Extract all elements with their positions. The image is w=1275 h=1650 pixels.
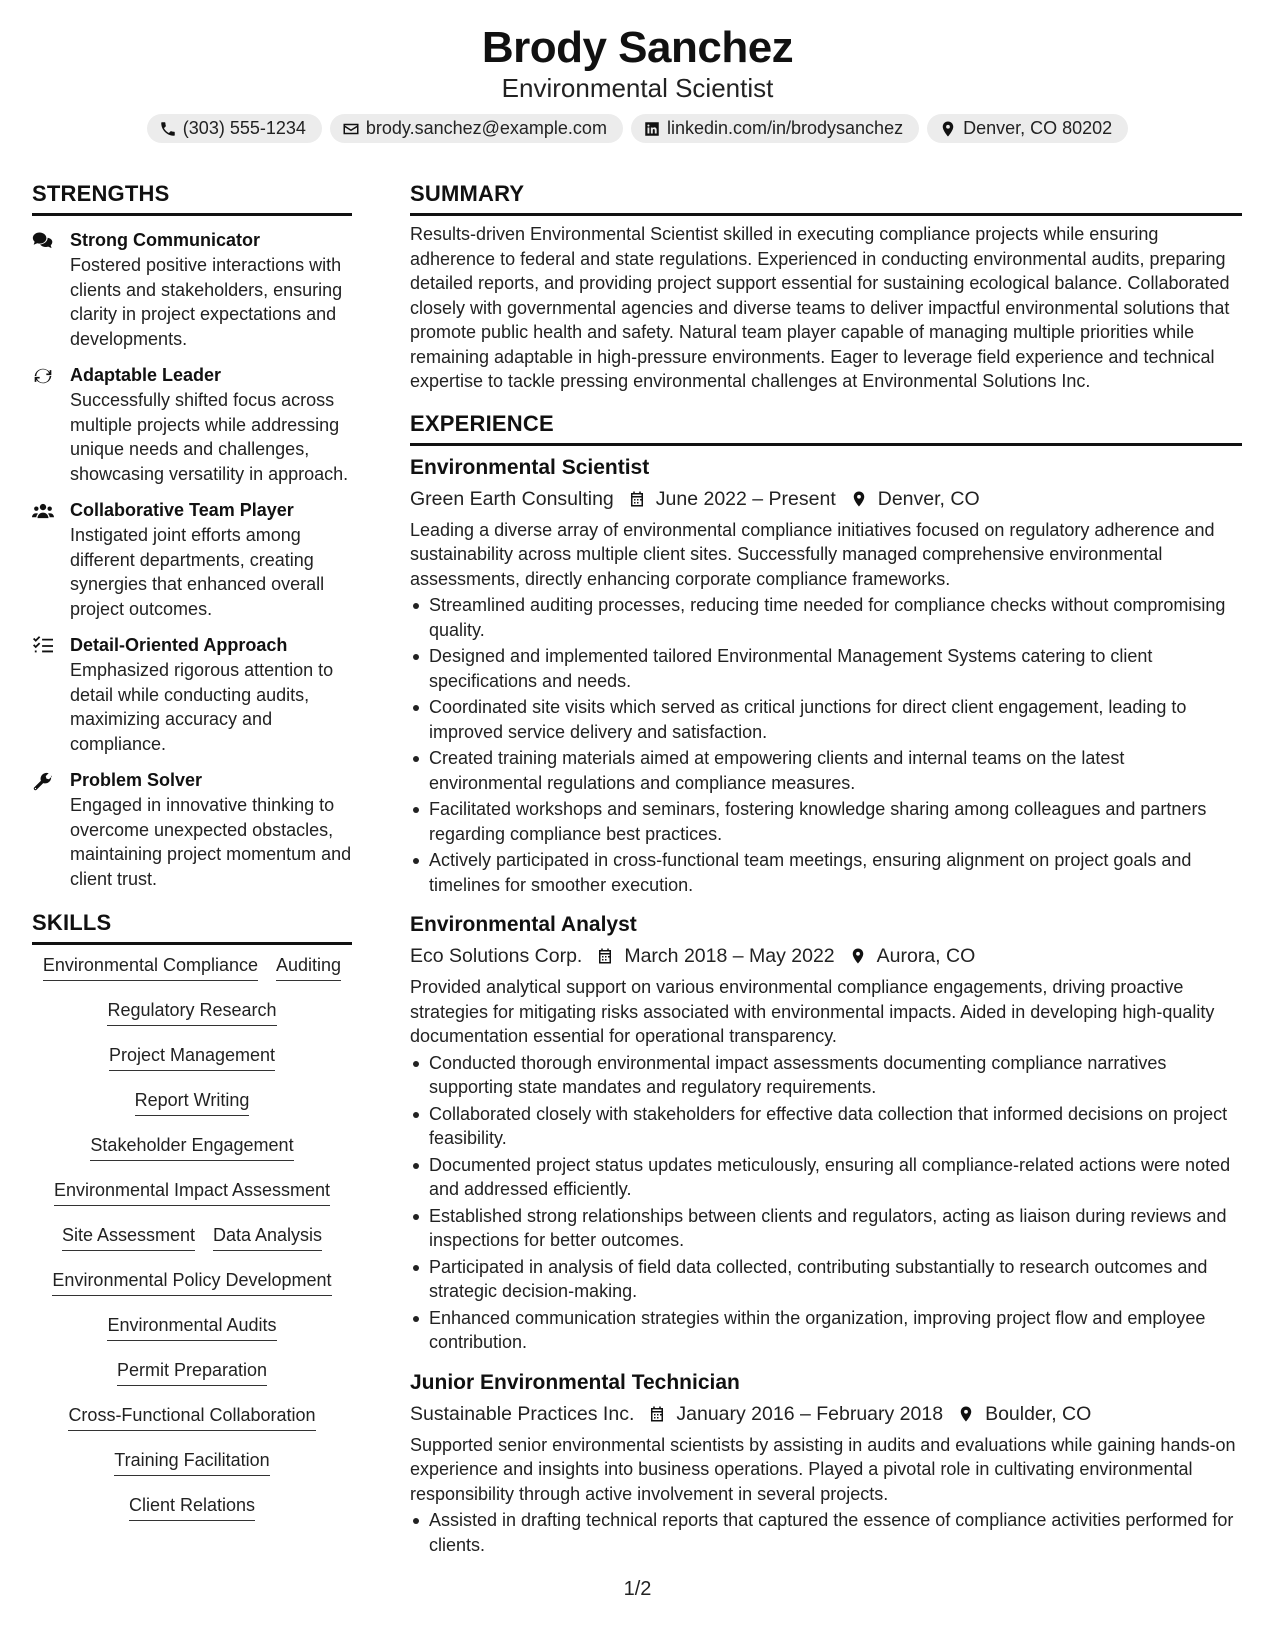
summary-heading: SUMMARY (410, 180, 1242, 216)
job-bullets (410, 1051, 1242, 1355)
job-description: Leading a diverse array of environmental compliance initiatives focused on regulatory adherence and sustainability across multiple client sites. Successfully managed comprehensive environmental assessments, directly enhancing corporate compliance frameworks. (410, 519, 1215, 589)
contact-location (927, 114, 1128, 143)
strength-item (32, 498, 352, 621)
calendar-icon (648, 1404, 666, 1424)
job-entry (410, 1369, 1242, 1558)
summary-section (410, 180, 1242, 394)
candidate-name: Brody Sanchez (481, 23, 794, 72)
bullet-item: Streamlined auditing processes, reducing time needed for compliance checks without compromising quality. (410, 593, 1242, 642)
checklist-icon (32, 636, 54, 656)
skill-row (32, 1133, 352, 1178)
job-title: Environmental Analyst (410, 913, 637, 936)
contact-bar (0, 114, 1275, 143)
skill-tag: Regulatory Research (107, 998, 276, 1026)
bullet-item: Actively participated in cross-functional team meetings, ensuring alignment on project goals and timelines for smoother execution. (410, 848, 1242, 897)
linkedin-icon (643, 120, 661, 138)
skill-row (32, 1088, 352, 1133)
candidate-role: Environmental Scientist (501, 73, 774, 103)
wrench-icon (32, 771, 54, 791)
bullet-item: Enhanced communication strategies within the organization, improving project flow and employee contribution. (410, 1306, 1242, 1355)
skill-tag: Stakeholder Engagement (90, 1133, 293, 1161)
bullet-item: Conducted thorough environmental impact assessments documenting compliance narratives supporting state mandates and regulatory requirements. (410, 1051, 1242, 1100)
strengths-heading: STRENGTHS (32, 180, 352, 216)
skill-tag: Permit Preparation (117, 1358, 267, 1386)
job-entry (410, 911, 1242, 1355)
job-company: Sustainable Practices Inc. (410, 1402, 635, 1425)
bullet-item: Established strong relationships between clients and regulators, acting as liaison during reviews and inspections for better outcomes. (410, 1204, 1242, 1253)
job-title: Junior Environmental Technician (410, 1370, 740, 1394)
strengths-section (32, 180, 352, 891)
skill-tag: Auditing (276, 953, 341, 981)
bullet-item: Designed and implemented tailored Environmental Management Systems catering to client specifications and needs. (410, 644, 1242, 693)
skill-tag: Environmental Policy Development (52, 1268, 331, 1296)
strength-desc: Fostered positive interactions with clients and stakeholders, ensuring clarity in project expectations and developments. (70, 255, 343, 349)
job-entry (410, 454, 1242, 898)
bullet-item: Facilitated workshops and seminars, fostering knowledge sharing among colleagues and partners regarding compliance best practices. (410, 797, 1242, 846)
job-location: Aurora, CO (876, 945, 976, 967)
chat-bubbles-icon (32, 231, 54, 251)
skill-tag: Client Relations (129, 1493, 255, 1521)
skill-tag: Cross-Functional Collaboration (68, 1403, 315, 1431)
refresh-arrows-icon (32, 366, 54, 386)
job-dates: June 2022 – Present (655, 487, 836, 510)
skills-section (32, 909, 352, 1538)
skill-tag: Environmental Compliance (43, 953, 258, 981)
job-title: Environmental Scientist (410, 455, 650, 479)
map-pin-icon (849, 946, 867, 966)
bullet-item: Documented project status updates meticulously, ensuring all compliance-related actions were noted and addressed efficiently. (410, 1153, 1242, 1202)
skill-tag: Training Facilitation (114, 1448, 269, 1476)
strength-title: Strong Communicator (70, 230, 261, 250)
job-location: Denver, CO (877, 487, 980, 510)
map-pin-icon (957, 1404, 975, 1424)
skill-row (32, 1493, 352, 1538)
job-dates: March 2018 – May 2022 (624, 945, 835, 967)
skill-tag: Environmental Impact Assessment (54, 1178, 330, 1206)
strength-item (32, 768, 352, 891)
skill-tag: Site Assessment (62, 1223, 195, 1251)
calendar-icon (628, 489, 646, 509)
bullet-item: Participated in analysis of field data collected, contributing substantially to research outcomes and strategic decision-making. (410, 1255, 1242, 1304)
strength-title: Problem Solver (70, 770, 203, 790)
job-meta (410, 1399, 1242, 1429)
strength-title: Adaptable Leader (70, 365, 222, 385)
bullet-item: Collaborated closely with stakeholders for effective data collection that informed decisions on project feasibility. (410, 1102, 1242, 1151)
skill-row (32, 1043, 352, 1088)
experience-section (410, 410, 1242, 1558)
contact-phone[interactable] (147, 114, 322, 143)
strength-desc: Engaged in innovative thinking to overcome unexpected obstacles, maintaining project momentum and client trust. (70, 795, 352, 889)
strength-desc: Instigated joint efforts among different departments, creating synergies that enhanced overall project outcomes. (70, 525, 325, 619)
map-pin-icon (850, 489, 868, 509)
users-group-icon (32, 501, 54, 521)
bullet-item: Created training materials aimed at empowering clients and internal teams on the latest environmental regulations and compliance measures. (410, 746, 1242, 795)
job-company: Green Earth Consulting (410, 487, 614, 510)
page-number: 1/2 (623, 1578, 652, 1600)
job-bullets (410, 593, 1242, 897)
strength-title: Detail-Oriented Approach (70, 635, 288, 655)
right-column (410, 180, 1242, 1559)
skill-tag: Project Management (109, 1043, 275, 1071)
skill-row (32, 1178, 352, 1223)
contact-linkedin[interactable] (631, 114, 919, 143)
strength-item (32, 228, 352, 351)
skill-row (32, 953, 352, 998)
job-description: Supported senior environmental scientists by assisting in audits and evaluations while gaining hands-on experience and insights into business operations. Played a pivotal role in cultivating environmental responsibility through active involvement in several projects. (410, 1434, 1236, 1504)
map-pin-icon (939, 120, 957, 138)
contact-email-text: brody.sanchez@example.com (365, 118, 607, 138)
phone-icon (159, 120, 177, 138)
job-description: Provided analytical support on various environmental compliance engagements, driving proactive strategies for mitigating risks associated with environmental impacts. Aided in developing high-quality documentation essential for operational transparency. (410, 977, 1215, 1046)
skill-row (32, 1358, 352, 1403)
strength-item (32, 633, 352, 756)
strength-item (32, 363, 352, 486)
contact-email[interactable] (330, 114, 623, 143)
bullet-item: Coordinated site visits which served as critical junctions for direct client engagement, leading to improved service delivery and satisfaction. (410, 695, 1242, 744)
job-company: Eco Solutions Corp. (410, 945, 583, 967)
skill-row (32, 1268, 352, 1313)
contact-location-text: Denver, CO 80202 (963, 118, 1113, 138)
job-location: Boulder, CO (985, 1402, 1092, 1425)
bullet-item: Assisted in drafting technical reports that captured the essence of compliance activities performed for clients. (410, 1508, 1242, 1557)
summary-text: Results-driven Environmental Scientist skilled in executing compliance projects while ensuring adherence to federal and state regulations. Experienced in conducting environmental audits, preparing detailed reports, and providing project support essential for sustaining ecological balance. Collaborated closely with governmental agencies and diverse teams to deliver impactful environmental solutions that promote public health and safety. Natural team player capable of managing multiple priorities while remaining adaptable in high-pressure environments. Eager to leverage field experience and technical expertise to tackle pressing environmental challenges at Environmental Solutions Inc. (410, 224, 1230, 391)
skill-row (32, 1223, 352, 1268)
skill-tag: Report Writing (135, 1088, 250, 1116)
skill-row (32, 1313, 352, 1358)
skill-row (32, 1403, 352, 1448)
skill-tag: Environmental Audits (107, 1313, 276, 1341)
job-dates: January 2016 – February 2018 (676, 1402, 944, 1425)
skill-row (32, 1448, 352, 1493)
skills-heading: SKILLS (32, 909, 352, 945)
calendar-icon (596, 946, 614, 966)
job-meta (410, 484, 1242, 514)
left-column (32, 180, 352, 1538)
job-meta (410, 941, 1242, 971)
job-bullets (410, 1508, 1242, 1557)
strength-desc: Successfully shifted focus across multiple projects while addressing unique needs and challenges, showcasing versatility in approach. (70, 390, 349, 484)
strength-desc: Emphasized rigorous attention to detail while conducting audits, maximizing accuracy and compliance. (70, 660, 334, 754)
skill-tag: Data Analysis (213, 1223, 322, 1251)
envelope-icon (342, 120, 360, 138)
resume-header (0, 22, 1275, 143)
strength-title: Collaborative Team Player (70, 500, 294, 520)
experience-heading: EXPERIENCE (410, 410, 1242, 446)
contact-phone-text: (303) 555-1234 (182, 118, 306, 138)
skill-row (32, 998, 352, 1043)
contact-linkedin-text: linkedin.com/in/brodysanchez (666, 118, 904, 138)
